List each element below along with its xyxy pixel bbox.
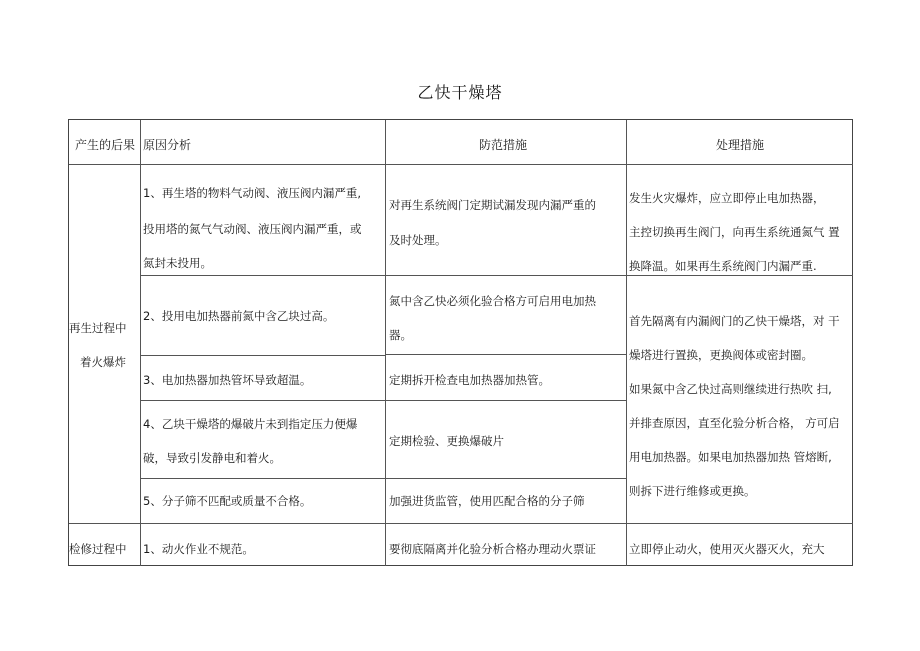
handling-text: 燥塔进行置换，更换阀体或密封圈。 (629, 348, 813, 362)
handling-text: 并排查原因，直至化验分析合格， 方可启 (629, 416, 840, 430)
prevention-text: 加强进货监管，使用匹配合格的分子筛 (389, 494, 585, 508)
prevention-text: 器。 (389, 328, 412, 342)
prevention-text: 要彻底隔离并化验分析合格办理动火票证 (389, 542, 596, 556)
consequence-label: 着火爆炸 (80, 355, 126, 369)
handling-text: 主控切换再生阀门，向再生系统通氮气 置 (629, 225, 840, 239)
prevention-text: 定期拆开检查电加热器加热管。 (389, 373, 550, 387)
handling-text: 如果氮中含乙快过高则继续进行热吹 扫, (629, 382, 832, 396)
cause-text: 2、投用电加热器前氮中含乙块过高。 (143, 309, 335, 323)
handling-text: 则拆下进行维修或更换。 (629, 484, 756, 498)
header-cause: 原因分析 (143, 138, 192, 152)
prevention-text: 对再生系统阀门定期试漏发现内漏严重的 (389, 198, 596, 212)
cause-text: 5、分子筛不匹配或质量不合格。 (143, 494, 312, 508)
header-prevention: 防范措施 (479, 138, 528, 152)
handling-text: 首先隔离有内漏阀门的乙快干燥塔，对 干 (629, 314, 840, 328)
handling-text: 换降温。如果再生系统阀门内漏严重. (629, 259, 817, 273)
cause-text: 破，导致引发静电和着火。 (143, 451, 281, 465)
cause-text: 4、乙块干燥塔的爆破片未到指定压力便爆 (143, 417, 358, 431)
header-consequence: 产生的后果 (75, 138, 136, 152)
cause-text: 1、动火作业不规范。 (143, 542, 254, 556)
cause-text: 投用塔的氮气气动阀、液压阀内漏严重，或 (143, 222, 362, 236)
hazard-table (68, 119, 853, 566)
cause-text: 1、再生塔的物料气动阀、液压阀内漏严重, (143, 186, 361, 200)
cause-text: 氮封未投用。 (143, 256, 212, 270)
handling-text: 立即停止动火，使用灭火器灭火，充大 (629, 542, 825, 556)
prevention-text: 定期检验、更换爆破片 (389, 434, 504, 448)
handling-text: 用电加热器。如果电加热器加热 管熔断, (629, 450, 832, 464)
page-title: 乙快干燥塔 (417, 83, 503, 102)
handling-text: 发生火灾爆炸，应立即停止电加热器， (629, 191, 825, 205)
consequence-label: 检修过程中 (69, 542, 127, 556)
consequence-label: 再生过程中 (69, 321, 127, 335)
prevention-text: 及时处理。 (389, 233, 447, 247)
prevention-text: 氮中含乙快必须化验合格方可启用电加热 (389, 294, 596, 308)
header-handling: 处理措施 (716, 138, 765, 152)
cause-text: 3、电加热器加热管坏导致超温。 (143, 373, 312, 387)
